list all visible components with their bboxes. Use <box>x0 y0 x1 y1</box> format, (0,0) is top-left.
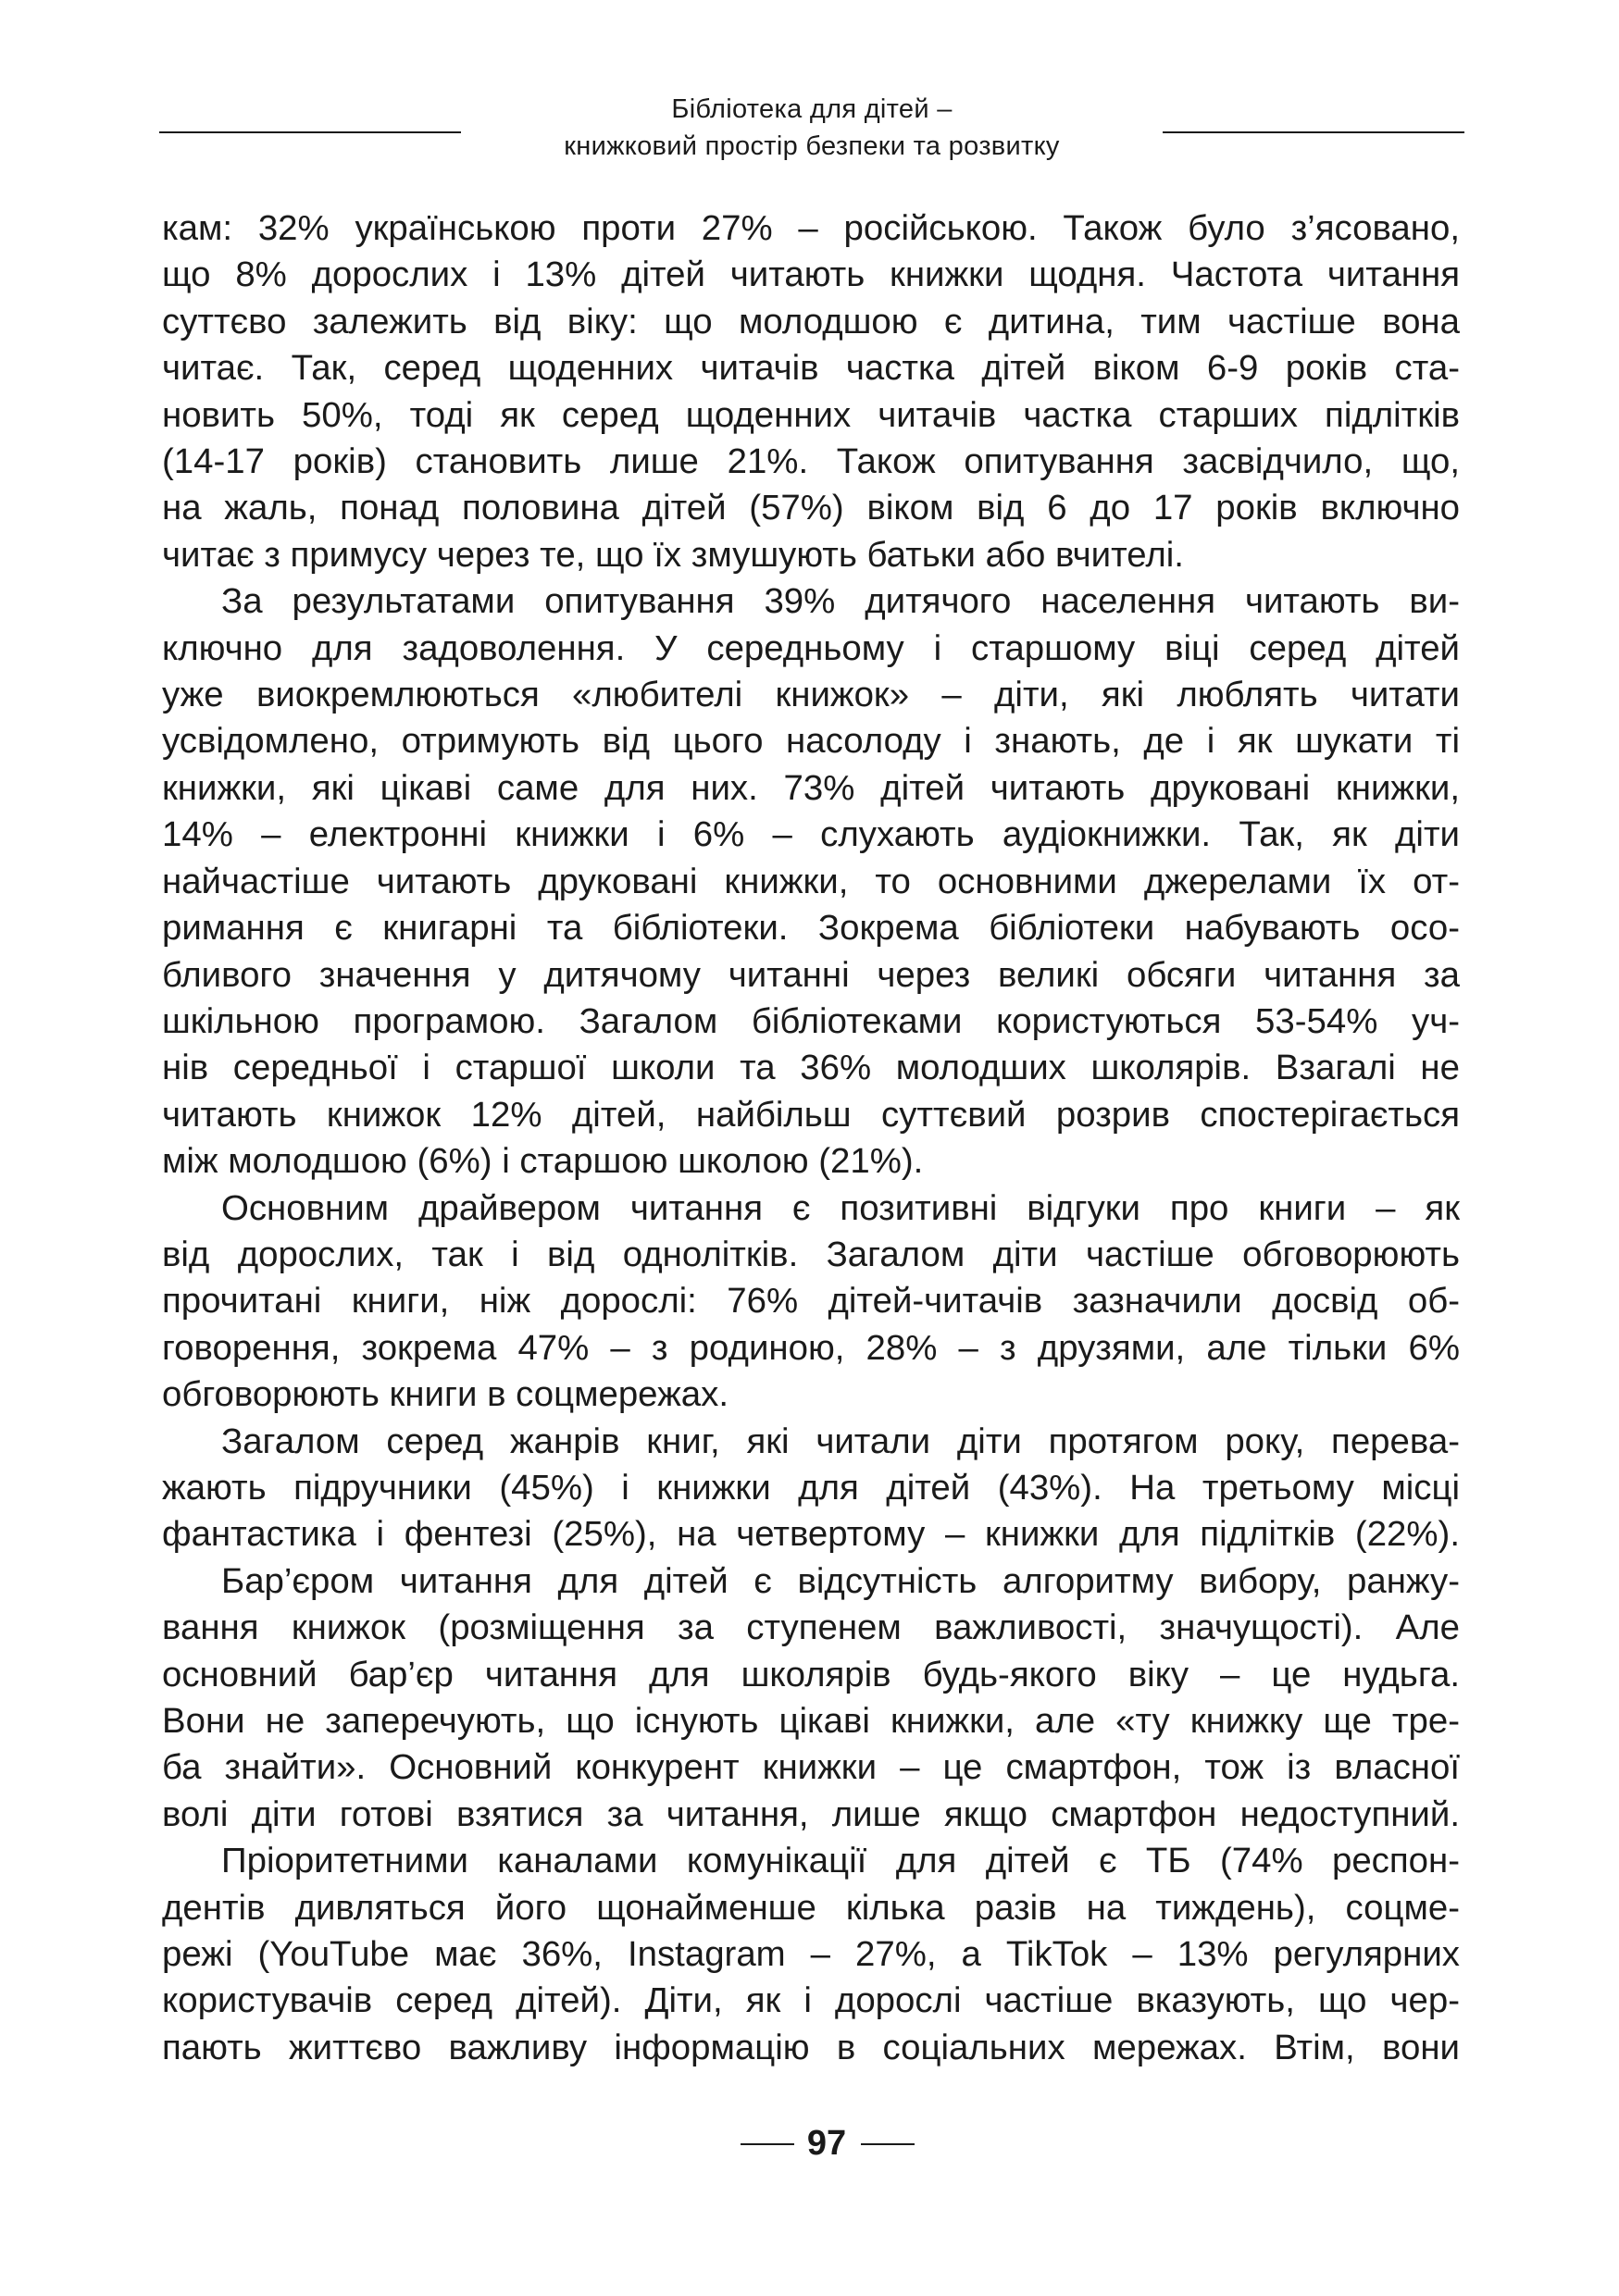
text-line: між молодшою (6%) і старшою школою (21%). <box>162 1141 924 1182</box>
header-title <box>483 91 1140 165</box>
text-line: вання книжок (розміщення за ступенем важливості, значущості). Але <box>162 1607 1460 1648</box>
text-line: кам: 32% українською проти 27% – російською. Також було з’ясовано, <box>162 208 1460 248</box>
text-line: (14-17 років) становить лише 21%. Також опитування засвідчило, що, <box>162 441 1460 482</box>
text-line: Вони не заперечують, що існують цікаві книжки, але «ту книжку ще тре- <box>162 1701 1460 1741</box>
running-header <box>159 91 1464 167</box>
text-line: усвідомлено, отримують від цього насолоду і знають, де і як шукати ті <box>162 721 1460 762</box>
text-line: прочитані книги, ніж дорослі: 76% дітей-читачів зазначили досвід об- <box>162 1281 1460 1322</box>
text-line: режі (YouTube має 36%, Instagram – 27%, а TikTok – 13% регулярних <box>162 1934 1460 1975</box>
text-line: говорення, зокрема 47% – з родиною, 28% – з друзями, але тільки 6% <box>162 1327 1460 1368</box>
footer-rule-right <box>861 2143 915 2145</box>
header-rule-left <box>159 131 461 133</box>
text-line: новить 50%, тоді як серед щоденних читачів частка старших підлітків <box>162 394 1460 435</box>
text-line: фантастика і фентезі (25%), на четвертому – книжки для підлітків (22%). <box>162 1514 1460 1555</box>
page-number: 97 <box>806 2124 847 2163</box>
text-line: Основним драйвером читання є позитивні відгуки про книги – як <box>221 1187 1460 1228</box>
page-body <box>162 205 1460 2071</box>
text-line: читають книжок 12% дітей, найбільш суттєвий розрив спостерігається <box>162 1094 1460 1135</box>
text-line: ба знайти». Основний конкурент книжки – це смартфон, тож із власної <box>162 1747 1460 1788</box>
text-line: від дорослих, так і від однолітків. Загалом діти частіше обговорюють <box>162 1234 1460 1274</box>
text-line: жають підручники (45%) і книжки для дітей (43%). На третьому місці <box>162 1467 1460 1508</box>
text-line: волі діти готові взятися за читання, лише якщо смартфон недоступний. <box>162 1793 1460 1834</box>
footer-rule-left <box>741 2143 794 2145</box>
text-line: основний бар’єр читання для школярів будь-якого віку – це нудьга. <box>162 1654 1460 1694</box>
text-line: Загалом серед жанрів книг, які читали діти протягом року, перева- <box>221 1421 1460 1461</box>
text-line: бливого значення у дитячому читанні через великі обсяги читання за <box>162 954 1460 995</box>
text-line: читає з примусу через те, що їх змушують батьки або вчителі. <box>162 534 1184 575</box>
text-line: За результатами опитування 39% дитячого населення читають ви- <box>221 581 1460 622</box>
header-rule-right <box>1163 131 1464 133</box>
header-title-line-1: Бібліотека для дітей – <box>671 94 953 124</box>
text-line: ключно для задоволення. У середньому і старшому віці серед дітей <box>162 627 1460 668</box>
text-line: римання є книгарні та бібліотеки. Зокрема бібліотеки набувають осо- <box>162 908 1460 949</box>
text-line: що 8% дорослих і 13% дітей читають книжки щодня. Частота читання <box>162 254 1460 295</box>
header-title-line-2: книжковий простір безпеки та розвитку <box>564 131 1060 161</box>
text-line: найчастіше читають друковані книжки, то основними джерелами їх от- <box>162 861 1460 901</box>
text-line: 14% – електронні книжки і 6% – слухають аудіокнижки. Так, як діти <box>162 814 1460 855</box>
text-line: читає. Так, серед щоденних читачів частка дітей віком 6-9 років ста- <box>162 348 1460 389</box>
text-line: Бар’єром читання для дітей є відсутність алгоритму вибору, ранжу- <box>221 1560 1460 1601</box>
text-line: користувачів серед дітей). Діти, як і дорослі частіше вказують, що чер- <box>162 1980 1460 2021</box>
text-line: обговорюють книги в соцмережах. <box>162 1374 729 1415</box>
text-line: шкільною програмою. Загалом бібліотеками користуються 53-54% уч- <box>162 1000 1460 1041</box>
text-line: пають життєво важливу інформацію в соціальних мережах. Втім, вони <box>162 2027 1460 2067</box>
text-line: суттєво залежить від віку: що молодшою є дитина, тим частіше вона <box>162 301 1460 341</box>
text-line: нів середньої і старшої школи та 36% молодших школярів. Взагалі не <box>162 1048 1460 1088</box>
page-footer <box>0 2121 1619 2167</box>
text-line: на жаль, понад половина дітей (57%) віком від 6 до 17 років включно <box>162 488 1460 528</box>
text-line: дентів дивляться його щонайменше кілька разів на тиждень), соцме- <box>162 1887 1460 1928</box>
text-line: Пріоритетними каналами комунікації для дітей є ТБ (74% респон- <box>221 1841 1460 1881</box>
text-line: уже виокремлюються «любителі книжок» – діти, які люблять читати <box>162 675 1460 715</box>
text-line: книжки, які цікаві саме для них. 73% дітей читають друковані книжки, <box>162 767 1460 808</box>
